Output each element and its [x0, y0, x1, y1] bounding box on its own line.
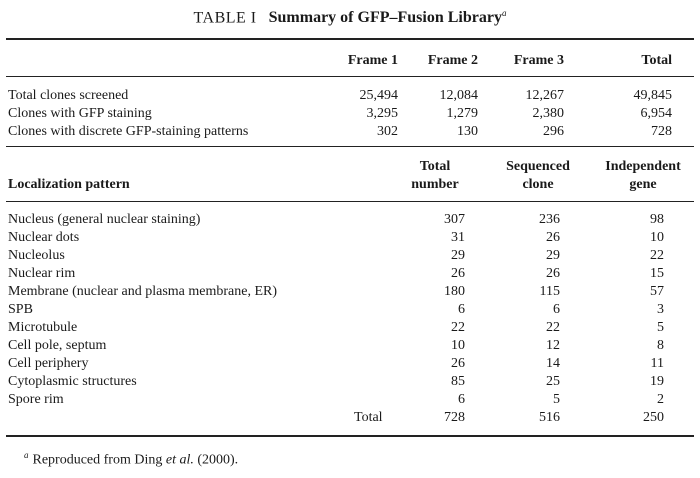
- table-name: Summary of GFP–Fusion Library: [268, 9, 502, 27]
- cell-value: 10: [650, 230, 664, 245]
- cell-value: 296: [543, 124, 564, 139]
- header-total-number-line2: number: [411, 177, 459, 192]
- header-rule: [6, 76, 694, 77]
- cell-value: 6: [553, 302, 560, 317]
- cell-value: 12,267: [525, 88, 564, 103]
- cell-value: 10: [451, 338, 465, 353]
- cell-value: 1,279: [446, 106, 478, 121]
- header-rule-bottom: [6, 201, 694, 202]
- row-label: Nucleolus: [8, 248, 65, 263]
- cell-value: 15: [650, 266, 664, 281]
- cell-value: 26: [546, 266, 560, 281]
- cell-value: 180: [444, 284, 465, 299]
- bottom-rule: [6, 435, 694, 437]
- cell-value: 22: [650, 248, 664, 263]
- cell-value: 3: [657, 302, 664, 317]
- header-total-number-line1: Total: [419, 159, 451, 174]
- header-total: Total: [641, 53, 672, 68]
- total-value: 728: [444, 410, 465, 425]
- total-value: 516: [539, 410, 560, 425]
- cell-value: 5: [553, 392, 560, 407]
- cell-value: 19: [650, 374, 664, 389]
- cell-value: 728: [651, 124, 672, 139]
- top-rule: [6, 38, 694, 40]
- cell-value: 2: [657, 392, 664, 407]
- row-label: Microtubule: [8, 320, 78, 335]
- cell-value: 6,954: [640, 106, 672, 121]
- row-label: Nucleus (general nuclear staining): [8, 212, 201, 227]
- cell-value: 307: [444, 212, 465, 227]
- localization-header: Localization pattern: [8, 177, 130, 192]
- cell-value: 25,494: [359, 88, 398, 103]
- total-value: 250: [643, 410, 664, 425]
- row-label: Cell pole, septum: [8, 338, 107, 353]
- row-label: Membrane (nuclear and plasma membrane, ER): [8, 284, 278, 299]
- cell-value: 26: [451, 356, 465, 371]
- footnote-text: Reproduced from Ding: [32, 452, 166, 468]
- cell-value: 26: [546, 230, 560, 245]
- row-label: Clones with GFP staining: [8, 106, 152, 121]
- header-frame-2: Frame 2: [427, 53, 478, 68]
- row-label: Clones with discrete GFP-staining patterns: [8, 124, 249, 139]
- cell-value: 302: [377, 124, 398, 139]
- header-frame-3: Frame 3: [513, 53, 564, 68]
- section-rule: [6, 146, 694, 147]
- cell-value: 14: [546, 356, 560, 371]
- footnote-year: (2000).: [193, 452, 239, 468]
- cell-value: 236: [539, 212, 560, 227]
- cell-value: 57: [650, 284, 664, 299]
- cell-value: 85: [451, 374, 465, 389]
- row-label: Cell periphery: [8, 356, 89, 371]
- total-label: Total: [354, 410, 383, 425]
- row-label: Nuclear rim: [8, 266, 76, 281]
- cell-value: 12: [546, 338, 560, 353]
- header-independent-line1: Independent: [605, 159, 681, 174]
- table-number: TABLE I: [193, 9, 257, 27]
- cell-value: 6: [458, 302, 465, 317]
- header-independent-line2: gene: [629, 177, 657, 192]
- table-title: [0, 8, 700, 27]
- row-label: Cytoplasmic structures: [8, 374, 137, 389]
- row-label: SPB: [8, 302, 33, 317]
- row-label: Spore rim: [8, 392, 64, 407]
- cell-value: 12,084: [439, 88, 478, 103]
- cell-value: 49,845: [633, 88, 672, 103]
- cell-value: 98: [650, 212, 664, 227]
- header-sequenced-line1: Sequenced: [506, 159, 570, 174]
- cell-value: 22: [546, 320, 560, 335]
- header-frame-1: Frame 1: [347, 53, 398, 68]
- cell-value: 11: [650, 356, 664, 371]
- cell-value: 29: [451, 248, 465, 263]
- row-label: Nuclear dots: [8, 230, 80, 245]
- footnote: [24, 450, 238, 469]
- cell-value: 31: [451, 230, 465, 245]
- cell-value: 2,380: [532, 106, 564, 121]
- title-footnote-mark: a: [501, 8, 507, 18]
- footnote-mark: a: [24, 450, 29, 460]
- cell-value: 8: [657, 338, 664, 353]
- cell-value: 130: [457, 124, 478, 139]
- cell-value: 26: [451, 266, 465, 281]
- cell-value: 22: [451, 320, 465, 335]
- cell-value: 3,295: [366, 106, 398, 121]
- header-sequenced-line2: clone: [522, 177, 554, 192]
- footnote-italic: et al.: [165, 452, 194, 468]
- row-label: Total clones screened: [8, 88, 129, 103]
- cell-value: 5: [657, 320, 664, 335]
- cell-value: 115: [539, 284, 560, 299]
- cell-value: 25: [546, 374, 560, 389]
- cell-value: 29: [546, 248, 560, 263]
- cell-value: 6: [458, 392, 465, 407]
